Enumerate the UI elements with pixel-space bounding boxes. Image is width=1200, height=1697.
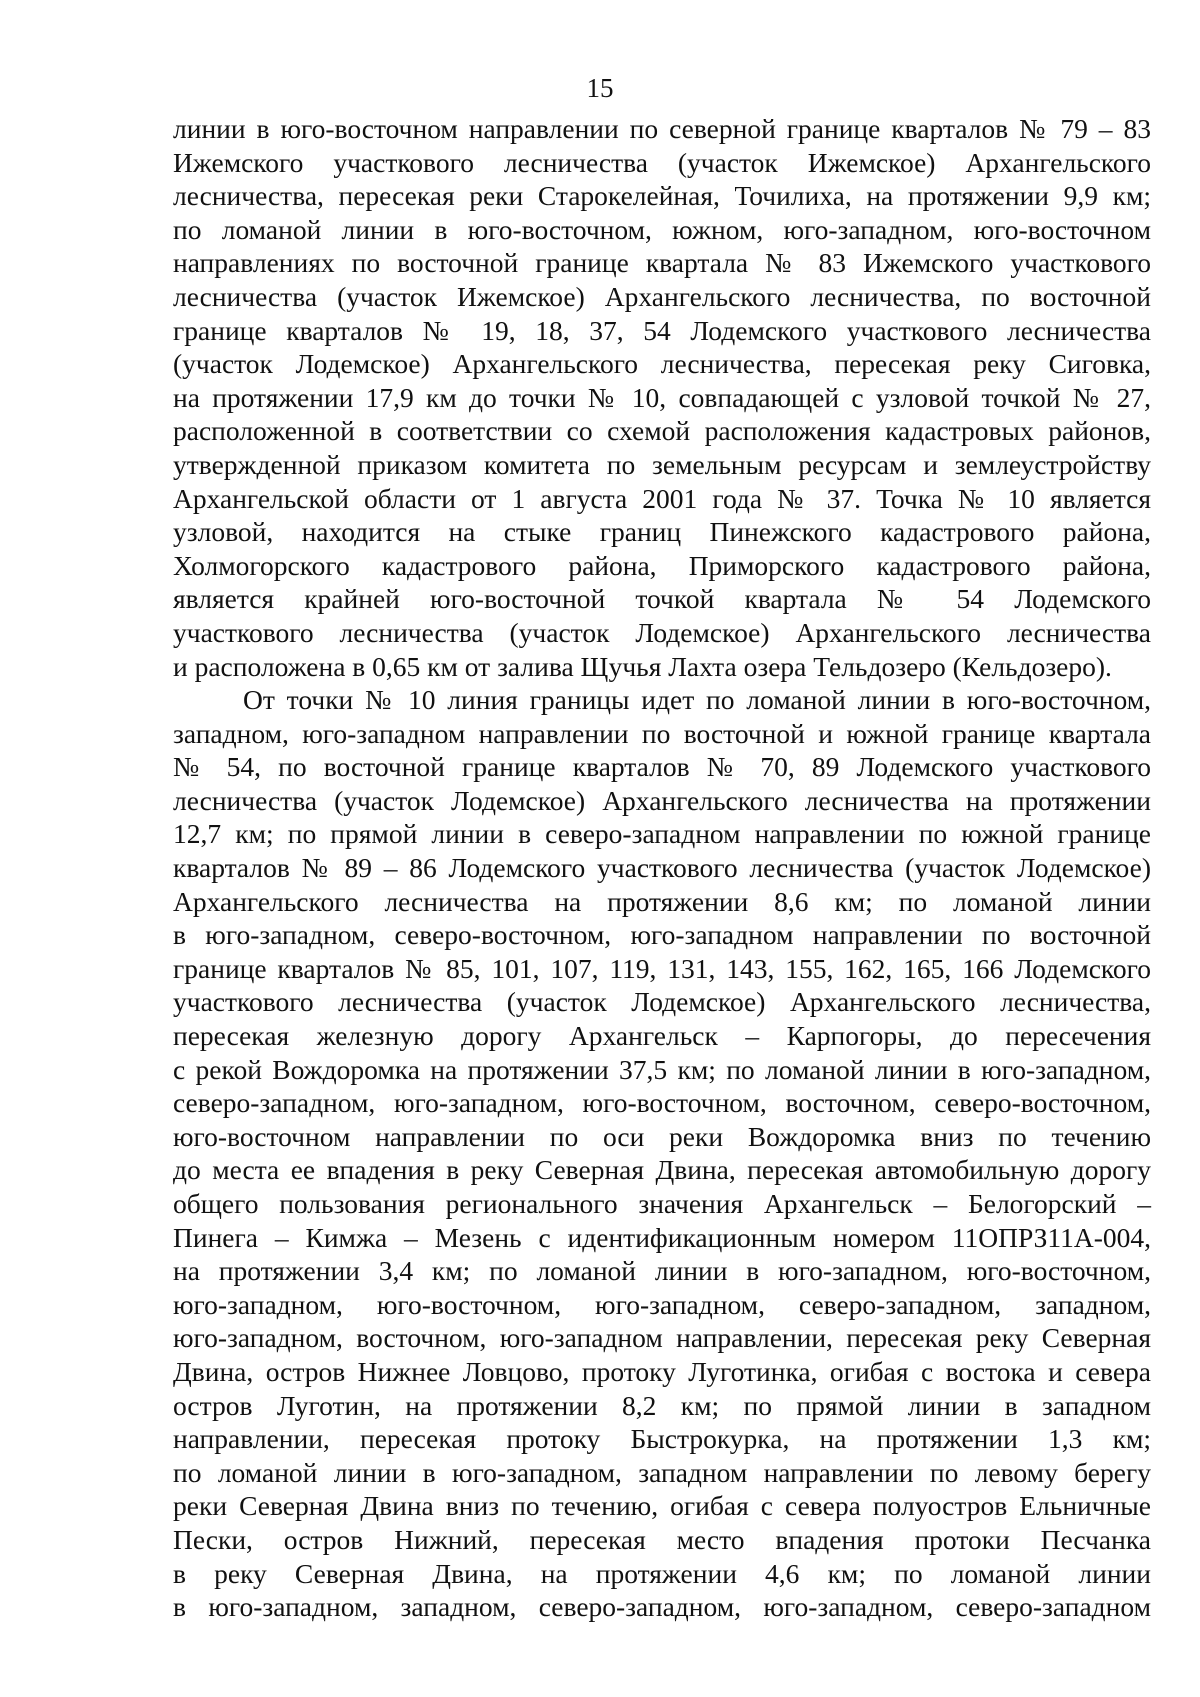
paragraph-2: [173, 683, 1151, 1624]
text-line: юго-восточном направлении по оси реки Вождоромка вниз по течению: [173, 1120, 1151, 1152]
text-line: с рекой Вождоромка на протяжении 37,5 км; по ломаной линии в юго-западном,: [173, 1053, 1151, 1085]
text-line: Пинега – Кимжа – Мезень с идентификационным номером 11ОПРЗ11А-004,: [173, 1221, 1151, 1253]
text-line: границе кварталов № 19, 18, 37, 54 Лодемского участкового лесничества: [173, 314, 1151, 346]
text-line: на протяжении 17,9 км до точки № 10, совпадающей с узловой точкой № 27,: [173, 381, 1151, 413]
text-line: Архангельской области от 1 августа 2001 года № 37. Точка № 10 является: [173, 482, 1151, 514]
text-line: общего пользования регионального значения Архангельск – Белогорский –: [173, 1188, 1151, 1219]
text-line: кварталов № 89 – 86 Лодемского участкового лесничества (участок Лодемское): [173, 852, 1151, 884]
page-number: 15: [586, 73, 614, 103]
text-line: Холмогорского кадастрового района, Приморского кадастрового района,: [173, 549, 1151, 581]
text-line: является крайней юго-восточной точкой квартала № 54 Лодемского: [173, 583, 1151, 615]
text-line: направлениях по восточной границе квартала № 83 Ижемского участкового: [173, 247, 1151, 279]
text-line: остров Луготин, на протяжении 8,2 км; по прямой линии в западном: [173, 1389, 1151, 1421]
text-line: в юго-западном, северо-восточном, юго-западном направлении по восточной: [173, 919, 1151, 951]
text-line: в реку Северная Двина, на протяжении 4,6 км; по ломаной линии: [173, 1557, 1151, 1589]
text-line: и расположена в 0,65 км от залива Щучья Лахта озера Тельдозеро (Кельдозеро).: [173, 650, 1112, 682]
text-line: участкового лесничества (участок Лодемское) Архангельского лесничества: [173, 616, 1151, 648]
text-line: лесничества (участок Лодемское) Архангельского лесничества на протяжении: [173, 784, 1151, 816]
text-line: юго-западном, юго-восточном, юго-западном, северо-западном, западном,: [173, 1288, 1151, 1320]
text-line: в юго-западном, западном, северо-западном, юго-западном, северо-западном: [173, 1591, 1151, 1623]
text-line: 12,7 км; по прямой линии в северо-западном направлении по южной границе: [173, 818, 1151, 850]
text-line: утвержденной приказом комитета по земельным ресурсам и землеустройству: [173, 448, 1151, 480]
text-line: пересекая железную дорогу Архангельск – Карпогоры, до пересечения: [173, 1020, 1151, 1052]
text-line: границе кварталов № 85, 101, 107, 119, 131, 143, 155, 162, 165, 166 Лодемского: [173, 952, 1151, 984]
text-line: направлении, пересекая протоку Быстрокурка, на протяжении 1,3 км;: [173, 1423, 1151, 1455]
text-line: расположенной в соответствии со схемой расположения кадастровых районов,: [173, 415, 1151, 447]
text-line: до места ее впадения в реку Северная Двина, пересекая автомобильную дорогу: [173, 1154, 1151, 1186]
text-line: № 54, по восточной границе кварталов № 70, 89 Лодемского участкового: [173, 751, 1151, 783]
text-line: лесничества, пересекая реки Старокелейная, Точилиха, на протяжении 9,9 км;: [173, 180, 1151, 212]
text-line: (участок Лодемское) Архангельского лесничества, пересекая реку Сиговка,: [173, 348, 1151, 380]
text-line: участкового лесничества (участок Лодемское) Архангельского лесничества,: [173, 986, 1151, 1018]
text-line: Двина, остров Нижнее Ловцово, протоку Луготинка, огибая с востока и севера: [173, 1355, 1151, 1387]
text-line: Ижемского участкового лесничества (участок Ижемское) Архангельского: [173, 146, 1151, 178]
text-line: лесничества (участок Ижемское) Архангельского лесничества, по восточной: [173, 280, 1151, 312]
paragraph-1: [173, 112, 1151, 683]
text-line: линии в юго-восточном направлении по северной границе кварталов № 79 – 83: [173, 113, 1151, 144]
text-line: юго-западном, восточном, юго-западном направлении, пересекая реку Северная: [173, 1322, 1151, 1354]
text-line: Архангельского лесничества на протяжении 8,6 км; по ломаной линии: [173, 885, 1151, 917]
text-line: От точки № 10 линия границы идет по ломаной линии в юго-восточном,: [243, 684, 1151, 716]
text-line: реки Северная Двина вниз по течению, огибая с севера полуостров Ельничные: [173, 1490, 1151, 1522]
text-line: западном, юго-западном направлении по восточной и южной границе квартала: [173, 717, 1151, 749]
text-line: по ломаной линии в юго-западном, западном направлении по левому берегу: [173, 1456, 1151, 1488]
text-line: северо-западном, юго-западном, юго-восточном, восточном, северо-восточном,: [173, 1087, 1151, 1119]
text-line: Пески, остров Нижний, пересекая место впадения протоки Песчанка: [173, 1523, 1151, 1555]
document-body: [173, 112, 1151, 1624]
text-line: на протяжении 3,4 км; по ломаной линии в юго-западном, юго-восточном,: [173, 1255, 1151, 1287]
text-line: узловой, находится на стыке границ Пинежского кадастрового района,: [173, 516, 1151, 548]
text-line: по ломаной линии в юго-восточном, южном, юго-западном, юго-восточном: [173, 213, 1151, 245]
